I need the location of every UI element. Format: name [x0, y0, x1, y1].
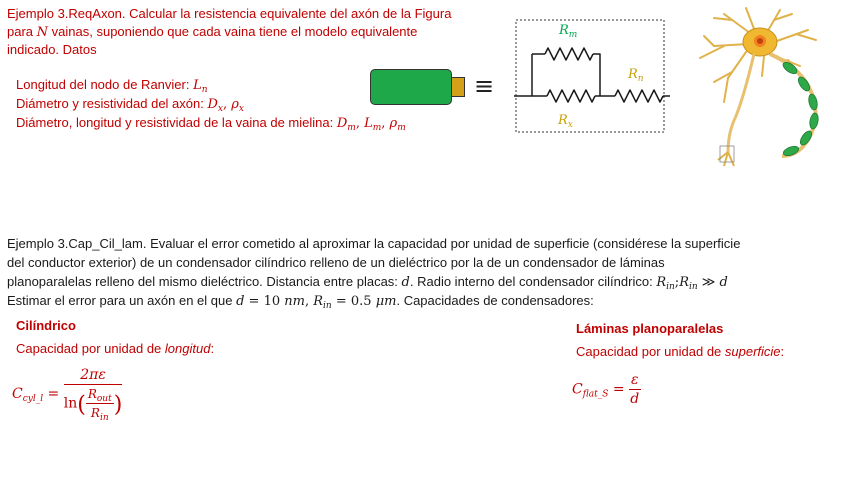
flat-title: Láminas planoparalelas — [576, 321, 724, 336]
ex2-title-line3: planoparalelas relleno del mismo dieléctrico. Distancia entre placas: d. Radio interno del condensador cilíndrico: $R_{in};R_{in}$ ≫ d — [7, 274, 728, 292]
myelin-sheath-block — [370, 69, 452, 105]
flat-formula: $C_{flat\_S}$ = $\frac{\varepsilon}{d}$ — [572, 372, 640, 407]
resistor-rn — [615, 90, 663, 102]
flat-capacity-label: Capacidad por unidad de superficie: — [576, 344, 785, 359]
label-rn: $R_n$ — [628, 67, 644, 84]
ex2-title-line4: Estimar el error para un axón en el que d = 10 nm, $R_{in} = 0.5$ μm. Capacidades de condensadores: — [7, 293, 594, 311]
equivalence-symbol: ≡ — [474, 72, 495, 100]
ex1-data-axon: Diámetro y resistividad del axón: $D_x$, $\rho_x$ — [16, 96, 244, 114]
ex1-data-node-length: Longitud del nodo de Ranvier: $L_n$ — [16, 77, 208, 95]
ex1-data-myelin: Diámetro, longitud y resistividad de la vaina de mielina: $D_m$, $L_m$, $\rho_m$ — [16, 115, 406, 133]
ex2-title-line1: Ejemplo 3.Cap_Cil_lam. Evaluar el error cometido al aproximar la capacidad por unidad de superficie (considérese la superficie — [7, 236, 741, 251]
ex2-title-line2: del conductor exterior) de un condensador cilíndrico relleno de un dieléctrico por la de un condensador de láminas — [7, 255, 665, 270]
ex1-title-line1: Ejemplo 3.ReqAxon. Calcular la resistencia equivalente del axón de la Figura — [7, 6, 452, 21]
resistor-rm — [545, 48, 593, 60]
cyl-capacity-label: Capacidad por unidad de longitud: — [16, 341, 215, 356]
ex1-title-line2: para N vainas, suponiendo que cada vaina tiene el modelo equivalente — [7, 24, 418, 40]
label-rm: $R_m$ — [559, 23, 578, 40]
label-rx: $R_x$ — [558, 113, 573, 130]
equivalent-circuit — [510, 18, 672, 136]
resistor-rx — [547, 90, 595, 102]
ranvier-node-block — [451, 77, 465, 97]
circuit-wire-rm-right — [593, 54, 600, 96]
ex1-title-line3: indicado. Datos — [7, 42, 97, 57]
cyl-formula: $C_{cyl\_l}$ = 2πε ln( $\frac{R_{out}}{R_{in}}$ ) — [12, 367, 123, 423]
cyl-title: Cilíndrico — [16, 318, 76, 333]
neuron-illustration — [684, 6, 842, 172]
